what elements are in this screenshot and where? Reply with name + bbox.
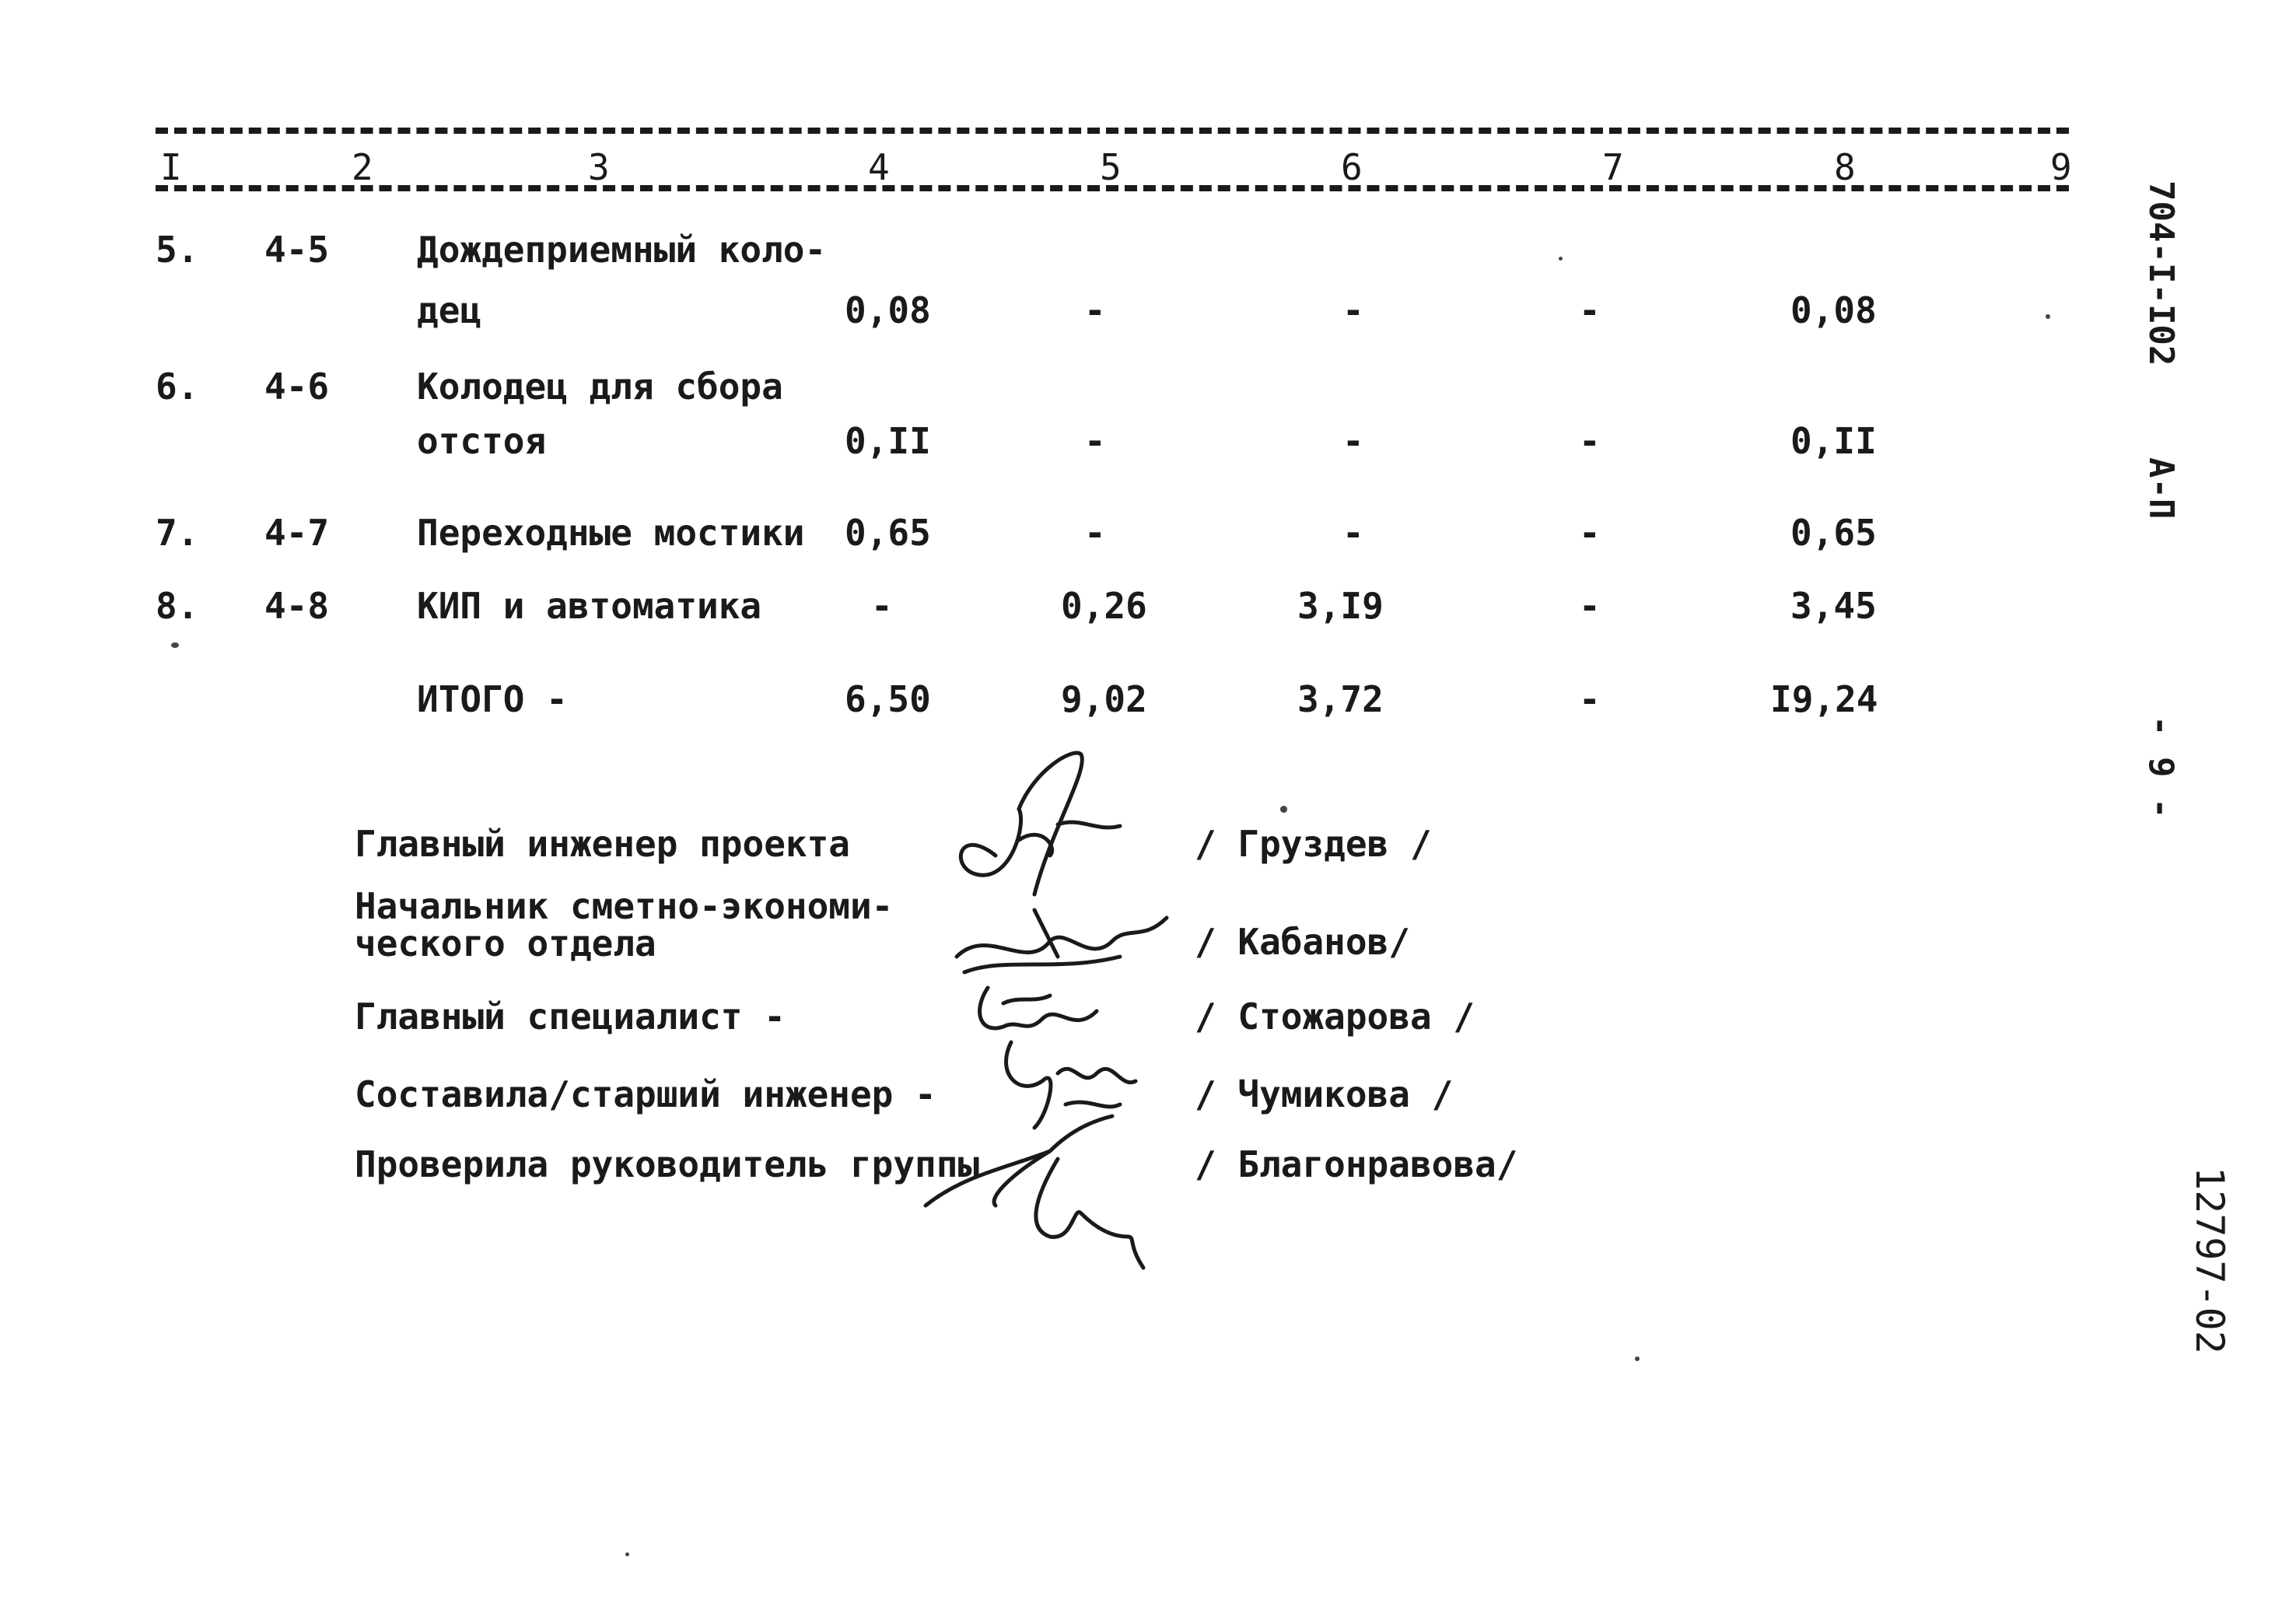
col-header-4: 4 [868, 146, 890, 188]
signature-role-5: Проверила руководитель группы [355, 1143, 980, 1185]
row-8-col4: - [871, 585, 893, 627]
row-6-col8: 0,II [1790, 420, 1877, 462]
row-7-name-line1: Переходные мостики [417, 512, 805, 554]
margin-sheet-code: А-П [2141, 457, 2181, 520]
signature-name-1: / Груздев / [1195, 823, 1432, 865]
margin-doc-code: 704-I-I02 [2141, 180, 2181, 366]
scan-speck [1280, 806, 1287, 813]
col-header-3: 3 [588, 146, 610, 188]
signature-role-2-line1: Начальник сметно-экономи- [355, 885, 894, 927]
row-7-col5: - [1084, 512, 1106, 554]
signature-name-5: / Благонравова/ [1195, 1143, 1518, 1185]
signature-name-3: / Стожарова / [1195, 996, 1475, 1038]
row-8-col8: 3,45 [1790, 585, 1877, 627]
row-7-code: 4-7 [264, 512, 330, 554]
row-8-code: 4-8 [264, 585, 330, 627]
signature-name-4: / Чумикова / [1195, 1073, 1454, 1115]
row-8-name-line1: КИП и автоматика [417, 585, 762, 627]
total-col5: 9,02 [1061, 678, 1147, 720]
row-5-col7: - [1579, 289, 1601, 331]
total-col6: 3,72 [1297, 678, 1384, 720]
margin-archive-number: 12797-02 [2187, 1167, 2232, 1354]
row-5-col5: - [1084, 289, 1106, 331]
total-col7: - [1579, 678, 1601, 720]
row-5-col8: 0,08 [1790, 289, 1877, 331]
scan-speck [1559, 257, 1563, 261]
row-7-number: 7. [156, 512, 199, 554]
row-5-col4: 0,08 [845, 289, 931, 331]
row-7-col7: - [1579, 512, 1601, 554]
row-5-col6: - [1342, 289, 1364, 331]
total-label: ИТОГО - [417, 678, 568, 720]
row-5-code: 4-5 [264, 229, 330, 271]
signature-role-3: Главный специалист - [355, 996, 786, 1038]
row-7-col8: 0,65 [1790, 512, 1877, 554]
signature-blagonravova [918, 1104, 1167, 1276]
row-6-col7: - [1579, 420, 1601, 462]
row-6-number: 6. [156, 366, 199, 408]
row-6-col5: - [1084, 420, 1106, 462]
col-header-8: 8 [1834, 146, 1856, 188]
scan-speck [625, 1552, 629, 1556]
signature-gruzdev [926, 739, 1159, 918]
total-col8: I9,24 [1770, 678, 1878, 720]
scan-speck [171, 642, 179, 648]
row-5-number: 5. [156, 229, 199, 271]
row-6-code: 4-6 [264, 366, 330, 408]
signature-role-1: Главный инженер проекта [355, 823, 850, 865]
scan-speck [2046, 314, 2050, 319]
signature-name-2: / Кабанов/ [1195, 921, 1410, 963]
row-8-col7: - [1579, 585, 1601, 627]
row-6-name-line1: Колодец для сбора [417, 366, 783, 408]
col-header-5: 5 [1100, 146, 1122, 188]
row-6-name-line2: отстоя [417, 420, 547, 462]
col-header-2: 2 [352, 146, 373, 188]
header-bottom-rule [156, 185, 2069, 191]
col-header-9: 9 [2050, 146, 2072, 188]
row-5-name-line1: Дождеприемный коло- [417, 229, 827, 271]
signature-role-2-line2: ческого отдела [355, 922, 656, 964]
row-5-name-line2: дец [417, 289, 482, 331]
col-header-7: 7 [1602, 146, 1624, 188]
scan-speck [1635, 1356, 1640, 1361]
header-top-rule [156, 128, 2069, 134]
margin-page-number: - 9 - [2141, 716, 2181, 819]
total-col4: 6,50 [845, 678, 931, 720]
row-8-number: 8. [156, 585, 199, 627]
row-6-col4: 0,II [845, 420, 931, 462]
row-8-col5: 0,26 [1061, 585, 1147, 627]
row-8-col6: 3,I9 [1297, 585, 1384, 627]
row-7-col4: 0,65 [845, 512, 931, 554]
col-header-6: 6 [1341, 146, 1363, 188]
col-header-1: I [160, 146, 182, 188]
row-6-col6: - [1342, 420, 1364, 462]
row-7-col6: - [1342, 512, 1364, 554]
signature-role-4: Составила/старший инженер - [355, 1073, 936, 1115]
